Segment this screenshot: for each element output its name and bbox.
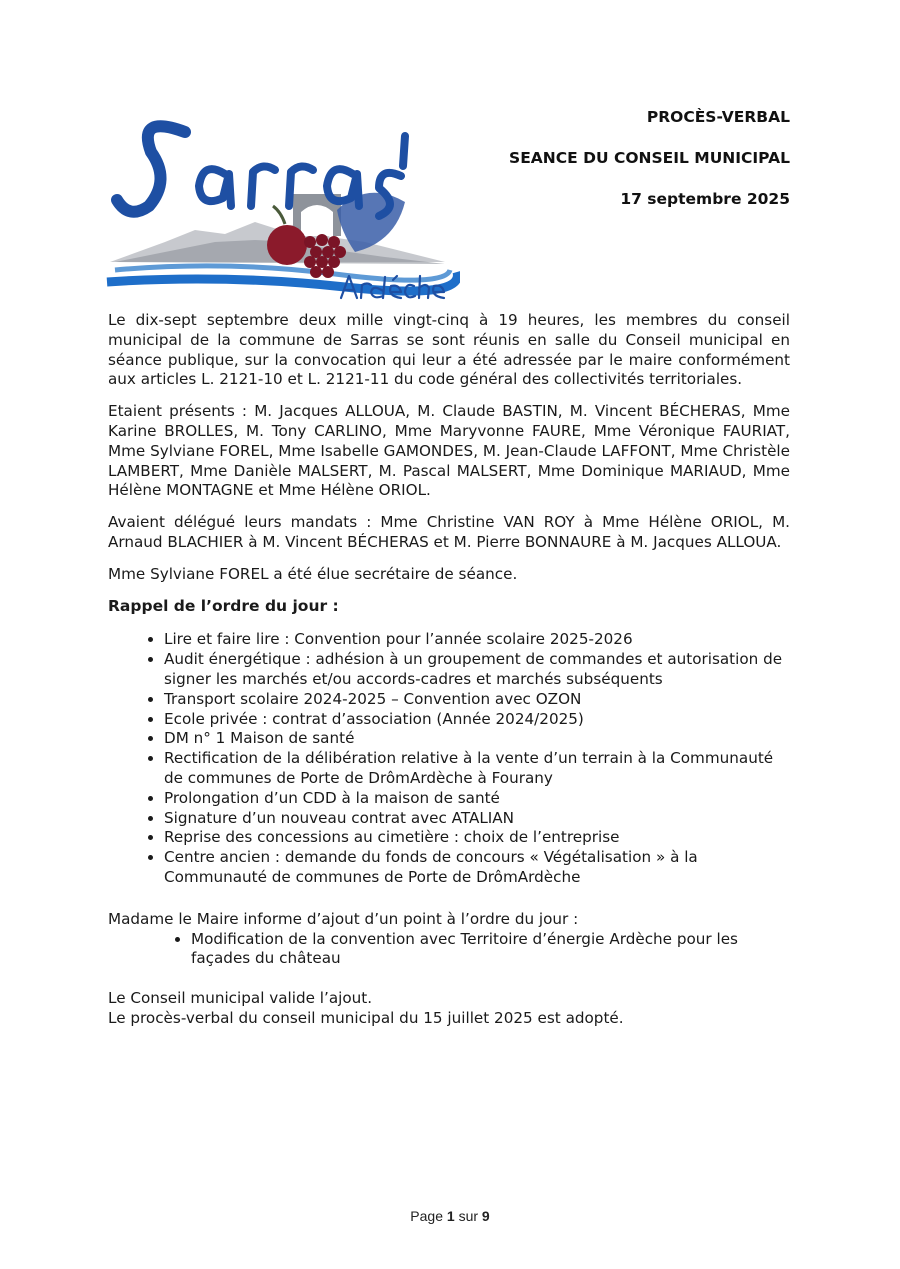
- page-number: 1: [446, 1208, 455, 1224]
- page-total: 9: [481, 1208, 490, 1224]
- agenda-item: • Lire et faire lire : Convention pour l’année scolaire 2025-2026: [164, 630, 790, 650]
- document-body: [108, 311, 790, 1029]
- document-title: PROCÈS-VERBAL: [646, 108, 790, 126]
- agenda-item: • Centre ancien : demande du fonds de concours « Végétalisation » à la Communauté de communes de Porte de DrômArdèche: [164, 848, 790, 888]
- agenda-item: • DM n° 1 Maison de santé: [164, 729, 790, 749]
- agenda-item: • Audit énergétique : adhésion à un groupement de commandes et autorisation de signer les marchés et/ou accords-cadres et marchés subséquents: [164, 650, 790, 690]
- added-item-list: [108, 930, 790, 970]
- agenda-item: • Reprise des concessions au cimetière : choix de l’entreprise: [164, 828, 790, 848]
- page-label: Page: [410, 1208, 443, 1224]
- agenda-item: • Signature d’un nouveau contrat avec ATALIAN: [164, 809, 790, 829]
- adoption-text: Le procès-verbal du conseil municipal du 15 juillet 2025 est adopté.: [108, 1008, 624, 1027]
- agenda-heading: Rappel de l’ordre du jour :: [108, 596, 339, 615]
- agenda-item: • Prolongation d’un CDD à la maison de santé: [164, 789, 790, 809]
- page-separator: sur: [458, 1208, 479, 1224]
- page-footer: [0, 1208, 900, 1224]
- agenda-list: [108, 630, 790, 887]
- validation-text: Le Conseil municipal valide l’ajout.: [108, 989, 373, 1008]
- document-subtitle: SEANCE DU CONSEIL MUNICIPAL: [509, 149, 790, 167]
- mandates-paragraph: Avaient délégué leurs mandats : Mme Christine VAN ROY à Mme Hélène ORIOL, M. Arnaud BLACHIER à M. Vincent BÉCHERAS et M. Pierre BONNAURE à M. Jacques ALLOUA.: [108, 513, 790, 551]
- attendees-paragraph: Etaient présents : M. Jacques ALLOUA, M. Claude BASTIN, M. Vincent BÉCHERAS, Mme Karine BROLLES, M. Tony CARLINO, Mme Maryvonne FAURE, Mme Véronique FAURIAT, Mme Sylviane FOREL, Mme Isabelle GAMONDES, M. Jean-Claude LAFFONT, Mme Christèle LAMBERT, Mme Danièle MALSERT, M. Pascal MALSERT, Mme Dominique MARIAUD, Mme Hélène MONTAGNE et Mme Hélène ORIOL.: [108, 402, 790, 500]
- intro-paragraph: Le dix-sept septembre deux mille vingt-cinq à 19 heures, les membres du conseil municipal de la commune de Sarras se sont réunis en salle du Conseil municipal en séance publique, sur la convocation qui leur a été adressée par le maire conformément aux articles L. 2121-10 et L. 2121-11 du code général des collectivités territoriales.: [108, 311, 790, 389]
- addition-intro: Madame le Maire informe d’ajout d’un point à l’ordre du jour :: [108, 909, 579, 928]
- added-agenda-item: • Modification de la convention avec Territoire d’énergie Ardèche pour les façades du château: [191, 930, 790, 970]
- agenda-item: • Transport scolaire 2024-2025 – Convention avec OZON: [164, 690, 790, 710]
- secretary-paragraph: Mme Sylviane FOREL a été élue secrétaire de séance.: [108, 564, 518, 583]
- agenda-item: • Ecole privée : contrat d’association (Année 2024/2025): [164, 710, 790, 730]
- agenda-item: • Rectification de la délibération relative à la vente d’un terrain à la Communauté de communes de Porte de DrômArdèche à Fourany: [164, 749, 790, 789]
- document-header: [509, 108, 790, 231]
- session-date: 17 septembre 2025: [620, 190, 790, 208]
- sarras-logo: [105, 102, 460, 300]
